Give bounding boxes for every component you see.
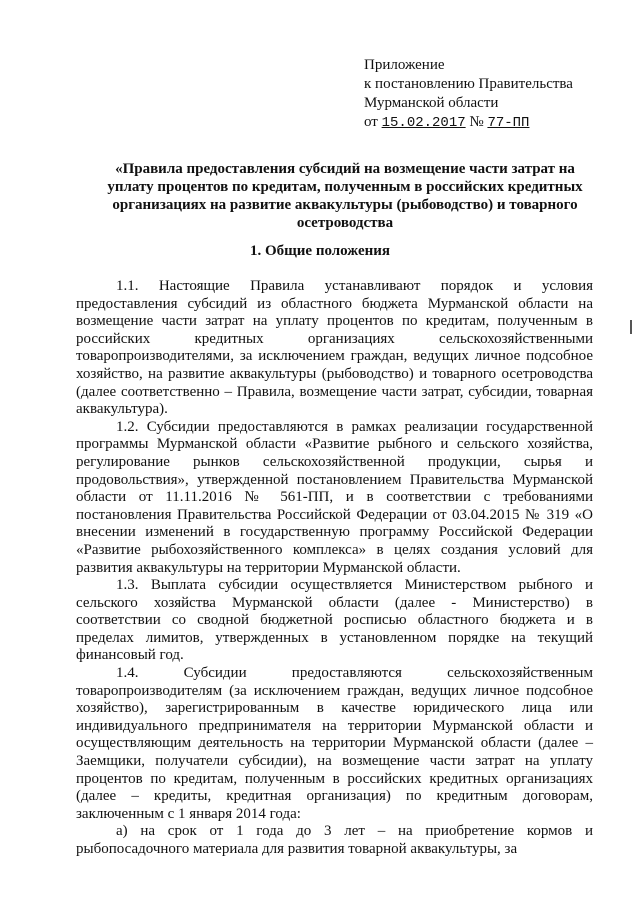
appendix-region: Мурманской области: [364, 95, 499, 111]
document-body: [76, 278, 593, 859]
paragraph-1-4: 1.4. Субсидии предоставляются сельскохозяйственным товаропроизводителям (за исключением граждан, ведущих личное подсобное хозяйство), зарегистрированным в качестве юридического лица или индивидуального предпринимателя на территории Мурманской области и осуществляющим деятельность на территории Мурманской области (далее – Заемщики, получатели субсидии), на возмещение части затрат на уплату процентов по кредитам, полученным в российских кредитных организациях (далее – кредиты, кредитная организация) по кредитным договорам, заключенным с 1 января 2014 года:: [76, 665, 593, 822]
paragraph-1-1: 1.1. Настоящие Правила устанавливают порядок и условия предоставления субсидий из областного бюджета Мурманской области на возмещение части затрат на уплату процентов по кредитам, полученным в российских кредитных организациях сельскохозяйственными товаропроизводителями, за исключением граждан, ведущих личное подсобное хозяйство, на развитие аквакультуры (рыбоводство) и товарного осетроводства (далее соответственно – Правила, возмещение части затрат, субсидии, товарная аквакультура).: [76, 278, 593, 418]
section-heading: 1. Общие положения: [249, 243, 391, 259]
date-prefix: от: [364, 114, 378, 130]
resolution-number: 77-ПП: [487, 115, 530, 131]
resolution-date: 15.02.2017: [381, 115, 466, 131]
paragraph-1-2: 1.2. Субсидии предоставляются в рамках реализации государственной программы Мурманской области «Развитие рыбного и сельского хозяйства, регулирование рынков сельскохозяйственной продукции, сырья и продовольствия», утвержденной постановлением Правительства Мурманской области от 11.11.2016 № 561-ПП, и в соответствии с требованиями постановления Правительства Российской Федерации от 03.04.2015 № 319 «О внесении изменений в государственную программу Российской Федерации «Развитие рыбохозяйственного комплекса» в целях создания условий для развития аквакультуры на территории Мурманской области.: [76, 418, 593, 576]
paragraph-1-4-a: а) на срок от 1 года до 3 лет – на приобретение кормов и рыбопосадочного материала для развития товарной аквакультуры, за: [76, 823, 593, 857]
appendix-resolution: к постановлению Правительства: [364, 76, 573, 92]
scan-edge-mark: [630, 320, 632, 334]
appendix-block: [364, 56, 614, 133]
paragraph-1-3: 1.3. Выплата субсидии осуществляется Министерством рыбного и сельского хозяйства Мурманской области (далее - Министерство) в соответствии со сводной бюджетной росписью областного бюджета и в пределах лимитов, утвержденных в установленном порядке на текущий финансовый год.: [76, 577, 593, 664]
appendix-label: Приложение: [364, 57, 445, 73]
number-prefix: №: [469, 114, 484, 130]
appendix-date-line: [364, 113, 614, 133]
document-title: «Правила предоставления субсидий на возмещение части затрат на уплату процентов по кредитам, полученным в российских кредитных организациях на развитие аквакультуры (рыбоводство) и товарного осетроводства: [107, 161, 583, 231]
